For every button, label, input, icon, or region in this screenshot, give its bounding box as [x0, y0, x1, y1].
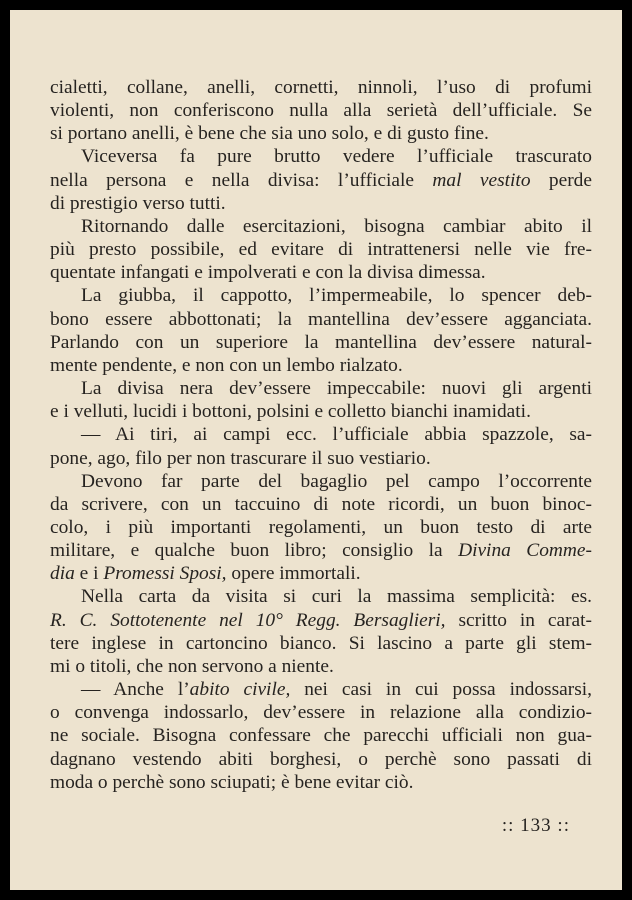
text-line: moda o perchè sono sciupati; è bene evitar ciò.: [50, 771, 414, 793]
text-line: [50, 562, 592, 585]
text-line: mente pendente, e non con un lembo rialzato.: [50, 354, 403, 376]
text-line: Devono far parte del bagaglio pel campo l’occorrente: [81, 470, 592, 492]
text-segment: nei casi in cui possa indossarsi,: [304, 679, 592, 701]
text-line: quentate infangati e impolverati e con la divisa dimessa.: [50, 262, 486, 284]
text-line: dagnano vestendo abiti borghesi, o perchè sono passati di: [50, 748, 592, 770]
text-line: Ritornando dalle esercitazioni, bisogna cambiar abito il: [81, 215, 592, 237]
italic-phrase: R. C. Sottotenente nel 10° Regg. Bersaglieri,: [50, 609, 446, 631]
italic-phrase: dia: [50, 563, 75, 585]
text-line: [50, 539, 592, 562]
text-line: violenti, non conferiscono nulla alla serietà dell’ufficiale. Se: [50, 100, 592, 122]
text-line: [50, 678, 592, 701]
text-segment: perde: [548, 169, 592, 191]
text-segment: militare, e qualche buon libro; consiglio la: [50, 540, 443, 562]
text-line: [50, 169, 592, 192]
text-line: più presto possibile, ed evitare di intrattenersi nelle vie fre-: [50, 239, 592, 261]
text-line: bono essere abbottonati; la mantellina dev’essere agganciata.: [50, 308, 592, 330]
text-line: La giubba, il cappotto, l’impermeabile, lo spencer deb-: [81, 285, 592, 307]
text-line: cialetti, collane, anelli, cornetti, ninnoli, l’uso di profumi: [50, 77, 592, 98]
text-line: Parlando con un superiore la mantellina dev’essere natural-: [50, 331, 592, 353]
text-segment: e i: [79, 563, 99, 585]
text-line: e i velluti, lucidi i bottoni, polsini e colletto bianchi inamidati.: [50, 401, 531, 423]
text-line: tere inglese in cartoncino bianco. Si lascino a parte gli stem-: [50, 632, 592, 654]
text-line: — Ai tiri, ai campi ecc. l’ufficiale abbia spazzole, sa-: [81, 424, 592, 446]
text-line: da scrivere, con un taccuino di note ricordi, un buon binoc-: [50, 493, 592, 515]
page-number: :: 133 ::: [501, 815, 570, 836]
text-line: colo, i più importanti regolamenti, un buon testo di arte: [50, 516, 592, 538]
text-line: si portano anelli, è bene che sia uno solo, e di gusto fine.: [50, 123, 489, 145]
text-segment: — Anche l’: [81, 679, 190, 701]
text-line: Viceversa fa pure brutto vedere l’ufficiale trascurato: [81, 146, 592, 168]
text-segment: scritto in carat-: [458, 609, 592, 631]
text-segment: opere immortali.: [231, 563, 361, 585]
italic-phrase: Divina Comme-: [458, 540, 592, 562]
text-line: La divisa nera dev’essere impeccabile: nuovi gli argenti: [81, 378, 592, 400]
text-segment: nella persona e nella divisa: l’ufficiale: [50, 169, 415, 191]
text-line: ne sociale. Bisogna confessare che parecchi ufficiali non gua-: [50, 725, 592, 747]
italic-phrase: abito civile,: [189, 679, 291, 701]
text-line: [50, 609, 592, 632]
text-line: Nella carta da visita si curi la massima semplicità: es.: [81, 586, 592, 608]
text-line: mi o titoli, che non servono a niente.: [50, 655, 334, 677]
italic-phrase: mal vestito: [432, 169, 531, 191]
text-line: di prestigio verso tutti.: [50, 192, 226, 214]
book-page: [10, 10, 622, 890]
text-line: pone, ago, filo per non trascurare il suo vestiario.: [50, 447, 431, 469]
italic-phrase: Promessi Sposi,: [103, 563, 227, 585]
body-text: [50, 76, 592, 794]
text-line: o convenga indossarlo, dev’essere in relazione alla condizio-: [50, 702, 592, 724]
